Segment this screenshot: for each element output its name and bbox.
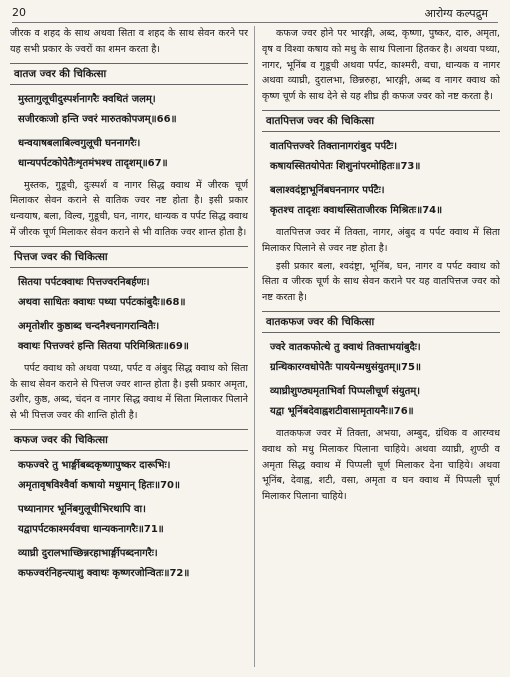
page-header bbox=[12, 6, 498, 23]
shloka-71 bbox=[10, 500, 248, 540]
kapha-paragraph: कफज ज्वर होने पर भारङ्गी, अब्द, कृष्णा, पुष्कर, दारु, अमृता, वृष व विश्वा कषाय को मधु के साथ पिलाना हितकर है। अथवा पथ्या, नागर, भूनिंब व गुडूची अथवा पर्पट, काश्मरी, वचा, धान्यक व नागर अथवा व्याघ्री, दुरालभा, छिन्नरुहा, भारङ्गी, अब्द व नागर क्वाथ को कृष्ण चूर्ण के साथ देने से यह शीघ्र ही कफज ज्वर को नष्ट करता है। bbox=[262, 28, 500, 103]
shloka-73 bbox=[262, 137, 500, 177]
vatapitta-heading: वातपित्तज ज्वर की चिकित्सा bbox=[262, 110, 500, 132]
vata-heading: वातज ज्वर की चिकित्सा bbox=[10, 63, 248, 85]
shloka-line: कफज्वरंनिहन्त्याशु क्वाथः कृष्णरजोन्वितः॥72॥ bbox=[18, 567, 190, 579]
book-title: आरोग्य कल्पद्रुम bbox=[424, 7, 488, 20]
shloka-75 bbox=[262, 338, 500, 378]
shloka-line: सितया पर्पटक्वाथः पित्तज्वरनिबर्हणः। bbox=[18, 276, 150, 288]
shloka-line: यद्वा भूनिंबदेवाह्वशटीवासामृतायनैः॥76॥ bbox=[270, 405, 414, 417]
shloka-line: अमृतावृषविश्वैर्वा कषायो मधुमान् हितः॥70॥ bbox=[18, 479, 181, 491]
vatakapha-paragraph: वातकफज ज्वर में तिक्ता, अभया, अम्बुद, ग्रंथिक व आरग्वध क्वाथ को मधु मिलाकर पिलाना चाहिये। अथवा व्याघ्री, शुण्ठी व अमृता सिद्ध क्वाथ में पिप्पली चूर्ण मिलाकर देना चाहिये। अथवा भूनिंब, देवाह्व, शटी, वसा, अमृता व घन क्वाथ में पिप्पली चूर्ण मिलाकर पिलाना चाहिये। bbox=[262, 427, 500, 503]
shloka-line: कषायस्सितयोपेतः शिशुनांपरमोहितः॥73॥ bbox=[270, 160, 421, 172]
shloka-70 bbox=[10, 456, 248, 496]
left-column bbox=[10, 26, 248, 669]
pitta-paragraph: पर्पट क्वाथ को अथवा पथ्या, पर्पट व अंबुद सिद्ध क्वाथ को सिता के साथ सेवन कराने से पित्तज ज्वर शान्त होता है। इसी प्रकार अमृता, उशीर, कुष्ठ, अब्द, चंदन व नागर सिद्ध क्वाथ में सिता मिलाकर पिलाने से भी पित्तज ज्वर की शान्ति होती है। bbox=[10, 362, 248, 422]
column-divider bbox=[254, 26, 255, 667]
shloka-66 bbox=[10, 90, 248, 130]
shloka-line: कफज्वरे तु भार्ङ्गीबब्दकृष्णापुष्कर दारूभिः। bbox=[18, 459, 171, 471]
shloka-line: यद्वापर्पटकाश्मर्यवचा धान्यकनागरैः॥71॥ bbox=[18, 523, 164, 535]
shloka-line: पथ्यानागर भूनिंबगुलूचीभिरथापि वा। bbox=[18, 503, 146, 515]
shloka-line: व्याघ्री दुरालभाच्छिन्नरहाभार्ङ्गीपब्दनागरैः। bbox=[18, 547, 158, 559]
shloka-line: बलाश्वदंष्ट्राभूनिंबघननागर पर्पटैः। bbox=[270, 184, 385, 196]
shloka-76 bbox=[262, 382, 500, 422]
shloka-line: धन्वयाषबलाबिल्वगुलूची घननागरैः। bbox=[18, 137, 141, 149]
vatapitta-paragraph-1: वातपित्तज ज्वर में तिक्ता, नागर, अंबुद व पर्पट क्वाथ में सिता मिलाकर पिलाने से ज्वर नष्ट होता है। bbox=[262, 226, 500, 254]
shloka-line: मुस्तागुलूचीदुस्पर्शनागरैः क्वथितं जलम्। bbox=[18, 93, 156, 105]
vata-paragraph: मुस्तक, गुडूची, दुःस्पर्श व नागर सिद्ध क्वाथ में जीरक चूर्ण मिलाकर सेवन कराने से वातिक ज्वर नष्ट होता है। इसी प्रकार धन्वयाष, बला, विल्व, गुडूची, घन, नागर, धान्यक व पर्पट सिद्ध क्वाथ में जीरक चूर्ण मिलाकर सेवन कराने से भी वातिक ज्वर शान्त होता है। bbox=[10, 179, 248, 238]
intro-paragraph: जीरक व शहद के साथ अथवा सिता व शहद के साथ सेवन करने पर यह सभी प्रकार के ज्वरों का शमन करता है। bbox=[10, 28, 248, 55]
vatakapha-heading: वातकफज ज्वर की चिकित्सा bbox=[262, 311, 500, 333]
kapha-heading: कफज ज्वर की चिकित्सा bbox=[10, 429, 248, 451]
shloka-line: अमृतोशीर कुष्ठाब्द चन्दनैश्चनागरान्वितैः। bbox=[18, 320, 160, 332]
page-number: 20 bbox=[12, 6, 26, 19]
vatapitta-paragraph-2: इसी प्रकार बला, श्वदंष्ट्रा, भूनिंब, घन, नागर व पर्पट क्वाथ को सिता व जीरक चूर्ण के साथ सेवन कराने पर यह वातपित्तज ज्वर को नष्ट करता है। bbox=[262, 260, 500, 304]
pitta-heading: पित्तज ज्वर की चिकित्सा bbox=[10, 246, 248, 268]
right-column bbox=[262, 26, 500, 669]
shloka-67 bbox=[10, 134, 248, 174]
shloka-line: व्याघ्रीशुण्ठ्यमृताभिर्वा पिप्पलीचूर्ण संयुतम्। bbox=[270, 385, 421, 397]
shloka-69 bbox=[10, 317, 248, 357]
shloka-line: कृतश्च तादृशः क्वाथस्सिताजीरक मिश्रितः॥74॥ bbox=[270, 204, 443, 216]
shloka-72 bbox=[10, 544, 248, 584]
shloka-line: क्वाथः पित्तज्वरं हन्ति सितया परिमिश्रितः॥69॥ bbox=[18, 340, 189, 352]
shloka-line: ज्वरे वातकफोत्थे तु क्वाथं तिक्ताभयांबुदैः। bbox=[270, 341, 421, 353]
shloka-68 bbox=[10, 273, 248, 313]
shloka-74 bbox=[262, 181, 500, 221]
shloka-line: ग्रन्थिकारग्वधोपेतैः पाययेन्मधुसंयुतम्॥75॥ bbox=[270, 361, 421, 373]
shloka-line: अथवा साधितः क्वाथः पथ्या पर्पटकांबुदैः॥68॥ bbox=[18, 296, 186, 308]
shloka-line: वातपित्तज्वरे तिक्तानागरांबुद पर्पटैः। bbox=[270, 140, 397, 152]
shloka-line: सजीरकःजो हन्ति ज्वरं मारुतकोपजम्॥66॥ bbox=[18, 113, 177, 125]
shloka-line: धान्यपर्पटकोपेतैःशृतमंभश्च तादृशम्॥67॥ bbox=[18, 157, 168, 169]
